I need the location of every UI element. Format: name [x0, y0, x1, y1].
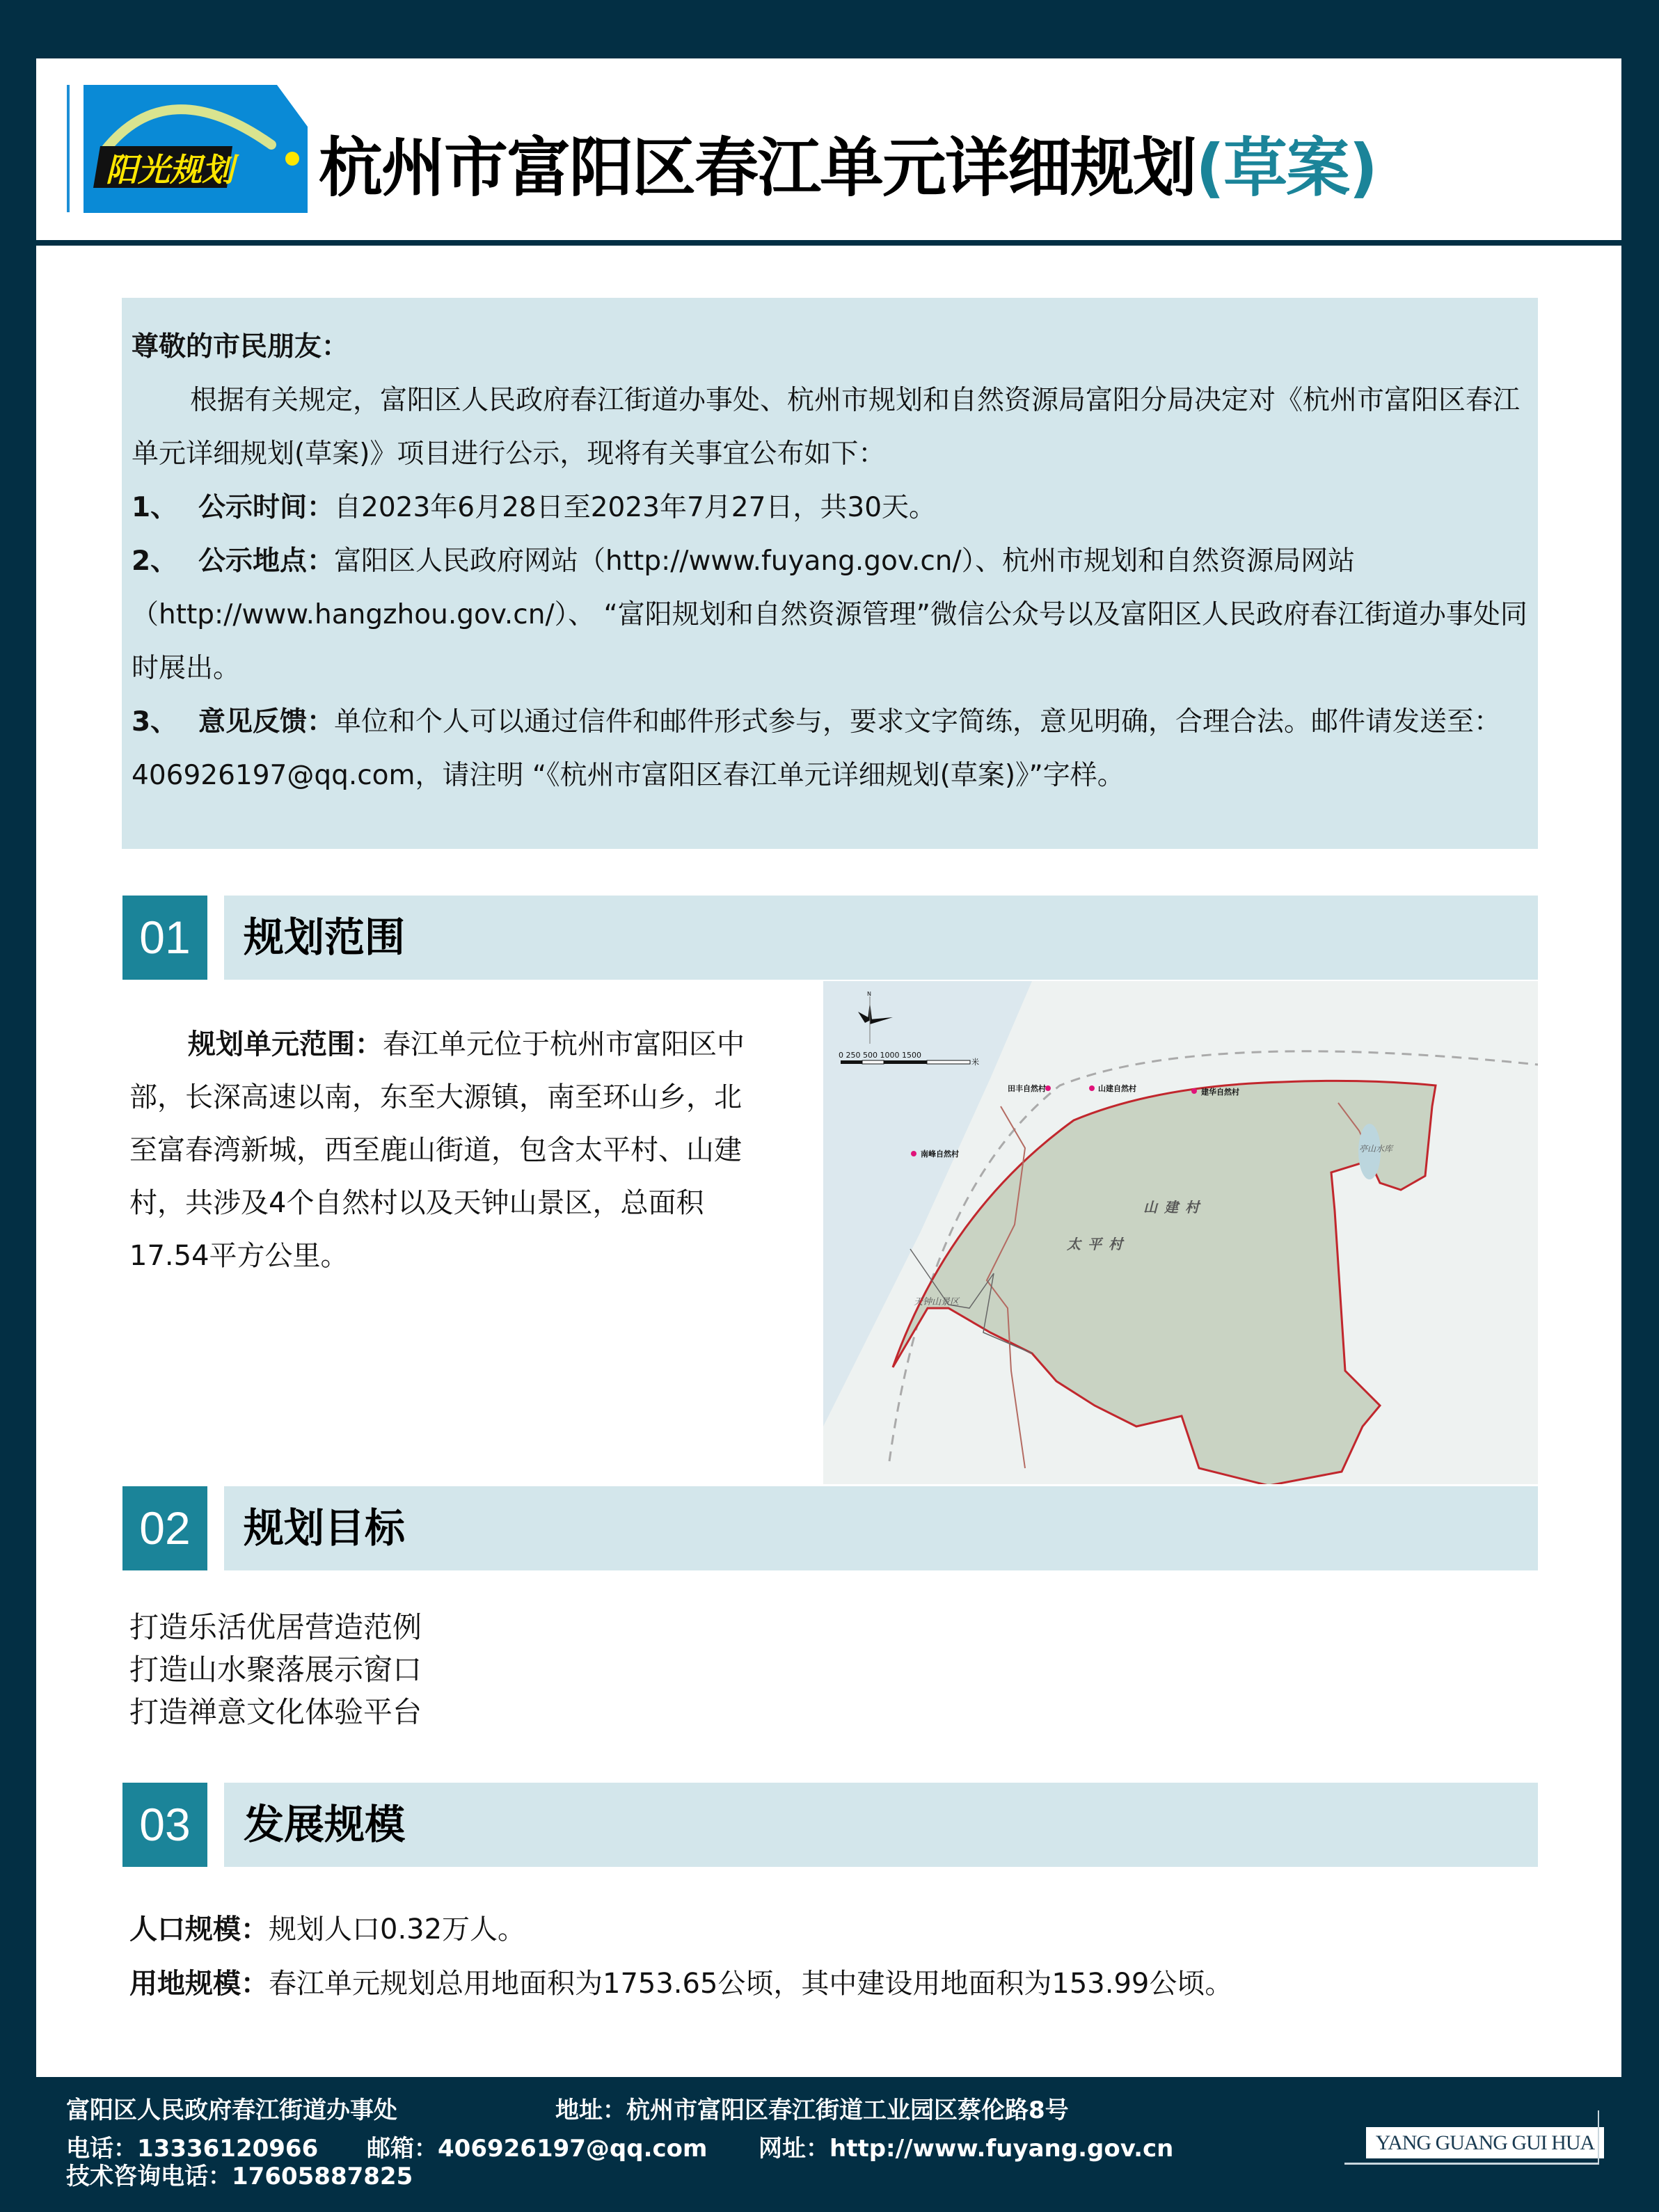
section-title-scope: 规划范围 [244, 914, 406, 961]
population-label: 人口规模： [129, 1913, 269, 1946]
section-band-03 [224, 1783, 1538, 1867]
page-title-draft: (草案) [1196, 131, 1377, 205]
planning-map [823, 981, 1538, 1484]
land-label: 用地规模： [129, 1968, 269, 2000]
section-number-02: 02 [122, 1486, 207, 1570]
scope-lead: 规划单元范围： [188, 1028, 383, 1060]
svg-text:天钟山景区: 天钟山景区 [914, 1297, 960, 1307]
divider [1598, 2110, 1599, 2165]
item-number: 3、 [132, 706, 178, 738]
item-label: 公示地点： [198, 546, 335, 577]
footer-address [555, 2091, 1069, 2125]
item-text: 富阳区人民政府网站（http://www.fuyang.gov.cn/）、杭州市规划和自然资源局网站（http://www.hangzhou.gov.cn/）、 “富阳规划和自然资源管理”微信公众号以及富阳区人民政府春江街道办事处同时展出。 [132, 546, 1527, 684]
item-label: 公示时间： [198, 492, 335, 523]
svg-text:亭山水库: 亭山水库 [1359, 1144, 1393, 1154]
logo-text: 阳光规划 [106, 151, 234, 189]
goal-item: 打造乐活优居营造范例 [129, 1610, 422, 1644]
web-label: 网址： [759, 2135, 830, 2163]
goal-item: 打造山水聚落展示窗口 [129, 1653, 422, 1687]
intro-paragraph: 根据有关规定，富阳区人民政府春江街道办事处、杭州市规划和自然资源局富阳分局决定对《杭州市富阳区春江单元详细规划(草案)》项目进行公示，现将有关事宜公布如下： [132, 385, 1521, 470]
brand-logo [84, 85, 308, 213]
svg-text:太平村: 太平村 [1067, 1236, 1129, 1252]
svg-text:建华自然村: 建华自然村 [1201, 1088, 1239, 1097]
section-band-01 [224, 896, 1538, 980]
svg-text:田丰自然村: 田丰自然村 [1008, 1084, 1046, 1093]
goals-list [129, 1606, 422, 1733]
email-value[interactable]: 406926197@qq.com [438, 2135, 708, 2163]
web-link[interactable]: http://www.fuyang.gov.cn [830, 2135, 1174, 2163]
page-title-main: 杭州市富阳区春江单元详细规划 [319, 131, 1196, 205]
scope-description [129, 1018, 756, 1282]
tech-phone-value: 17605887825 [232, 2163, 413, 2190]
notice-intro [122, 298, 1538, 849]
brand-wordmark: YANG GUANG GUI HUA [1366, 2127, 1604, 2158]
svg-text:山建村: 山建村 [1143, 1199, 1206, 1216]
land-text: 春江单元规划总用地面积为1753.65公顷，其中建设用地面积为153.99公顷。 [269, 1968, 1233, 2000]
svg-text:0 250 500 1000: 0 250 500 1000 1500 [839, 1051, 921, 1060]
page-title [319, 117, 1376, 209]
item-number: 2、 [132, 546, 178, 577]
greeting: 尊敬的市民朋友： [132, 331, 349, 363]
item-text: 自2023年6月28日至2023年7月27日，共30天。 [334, 492, 937, 523]
address-value: 杭州市富阳区春江街道工业园区蔡伦路8号 [626, 2096, 1069, 2124]
phone-value: 13336120966 [137, 2135, 319, 2163]
population-text: 规划人口0.32万人。 [269, 1913, 526, 1946]
item-label: 意见反馈： [198, 706, 335, 738]
scope-text: 春江单元位于杭州市富阳区中部，长深高速以南，东至大源镇，南至环山乡，北至富春湾新城，西至鹿山街道，包含太平村、山建村，共涉及4个自然村以及天钟山景区，总面积17.54平方公里。 [129, 1028, 745, 1272]
item-number: 1、 [132, 492, 178, 523]
section-number-01: 01 [122, 896, 207, 980]
svg-text:米: 米 [971, 1058, 979, 1067]
section-number-03: 03 [122, 1783, 207, 1867]
svg-text:南峰自然村: 南峰自然村 [921, 1149, 959, 1159]
phone-label: 电话： [66, 2135, 137, 2163]
logo-accent-bar [67, 85, 70, 212]
development-scale [129, 1902, 1232, 2011]
section-title-scale: 发展规模 [244, 1801, 406, 1848]
notice-item-location [132, 534, 1528, 695]
goal-item: 打造禅意文化体验平台 [129, 1695, 422, 1729]
notice-item-feedback [132, 695, 1528, 802]
population-scale [129, 1902, 1232, 1957]
notice-item-time [132, 481, 1528, 534]
svg-text:山建自然村: 山建自然村 [1098, 1084, 1136, 1093]
section-title-goals: 规划目标 [244, 1504, 406, 1552]
footer-email[interactable] [367, 2129, 707, 2163]
land-scale [129, 1957, 1232, 2011]
footer-website[interactable] [759, 2129, 1173, 2163]
email-label: 邮箱： [367, 2135, 438, 2163]
tech-label: 技术咨询电话： [66, 2163, 232, 2190]
item-text: 单位和个人可以通过信件和邮件形式参与，要求文字简练，意见明确，合理合法。邮件请发送至：406926197@qq.com，请注明 “《杭州市富阳区春江单元详细规划(草案)》”字样。 [132, 706, 1502, 791]
svg-text:N: N [867, 991, 871, 997]
divider [1344, 2163, 1599, 2165]
section-band-02 [224, 1486, 1538, 1570]
footer-office: 富阳区人民政府春江街道办事处 [66, 2096, 397, 2124]
footer-tech-phone [66, 2157, 413, 2191]
address-label: 地址： [555, 2096, 626, 2124]
